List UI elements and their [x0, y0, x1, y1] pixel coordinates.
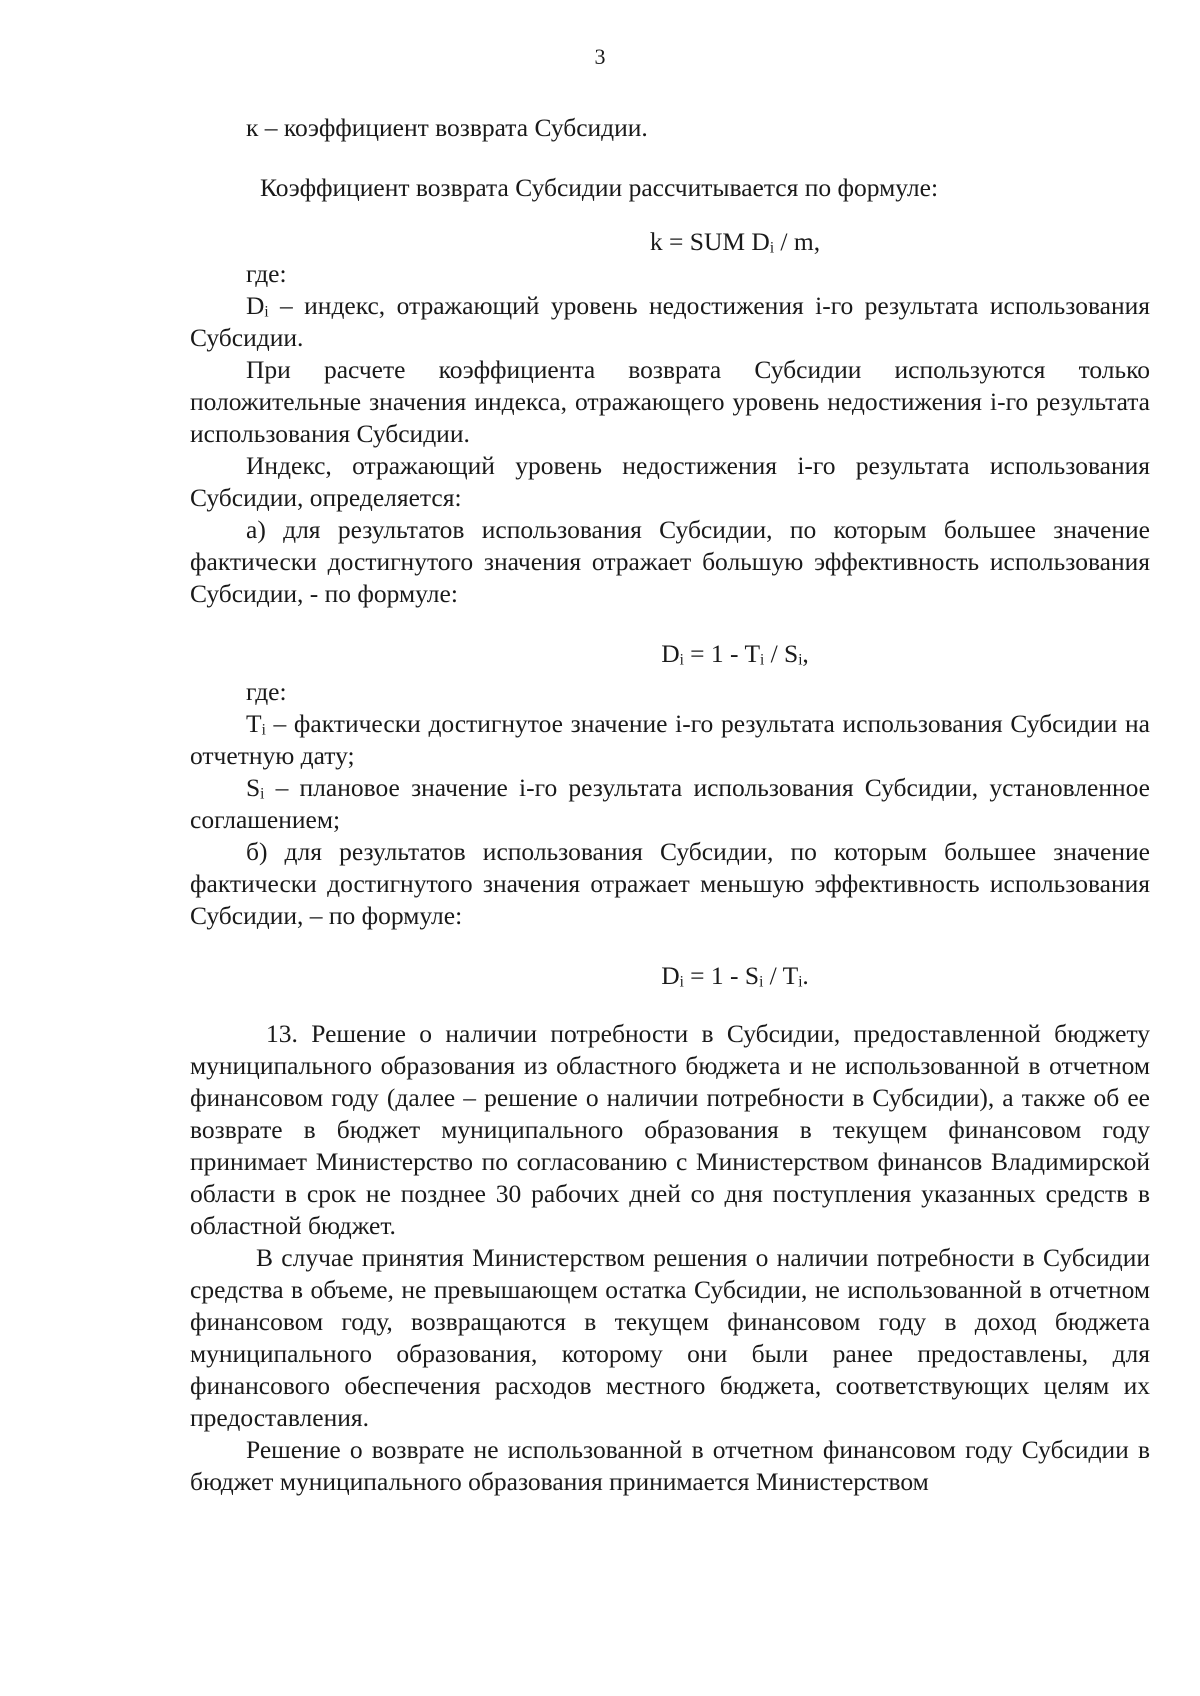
si-definition: Sᵢ – плановое значение i-го результата использования Субсидии, установленное соглашением; — [190, 773, 1150, 834]
where-label-2: где: — [246, 677, 287, 706]
k-definition: к – коэффициент возврата Субсидии. — [246, 113, 648, 142]
clause-13: 13. Решение о наличии потребности в Субсидии, предоставленной бюджету муниципального образования из областного бюджета и не использованной в отчетном финансовом году (далее – решение о наличии потребности в Субсидии), а также об ее возврате в бюджет муниципального образования в текущем финансовом году принимает Министерство по согласованию с Министерством финансов Владимирской области в срок не позднее 30 рабочих дней со дня поступления указанных средств в областной бюджет. — [190, 1019, 1150, 1240]
clause-13-return: Решение о возврате не использованной в отчетном финансовом году Субсидии в бюджет муниципального образования принимается Министерством — [190, 1435, 1150, 1496]
page-number: 3 — [594, 44, 606, 69]
formula-b: Dᵢ = 1 - Sᵢ / Tᵢ. — [661, 961, 809, 990]
ti-definition: Tᵢ – фактически достигнутое значение i-го результата использования Субсидии на отчетную дату; — [190, 709, 1150, 770]
case-b: б) для результатов использования Субсидии, по которым большее значение фактически достигнутого значения отражает меньшую эффективность использования Субсидии, – по формуле: — [190, 837, 1150, 930]
formula-a: Dᵢ = 1 - Tᵢ / Sᵢ, — [661, 639, 809, 668]
clause-13-case: В случае принятия Министерством решения о наличии потребности в Субсидии средства в объеме, не превышающем остатка Субсидии, не использованной в отчетном финансовом году, возвращаются в текущем финансовом году в доход бюджета муниципального образования, которому они были ранее предоставлены, для финансового обеспечения расходов местного бюджета, соответствующих целям их предоставления. — [190, 1243, 1150, 1432]
positive-values-note: При расчете коэффициента возврата Субсидии используются только положительные значения индекса, отражающего уровень недостижения i-го результата использования Субсидии. — [190, 355, 1150, 448]
where-label-1: где: — [246, 259, 287, 288]
index-determined: Индекс, отражающий уровень недостижения i-го результата использования Субсидии, определяется: — [190, 451, 1150, 512]
di-definition: Dᵢ – индекс, отражающий уровень недостижения i-го результата использования Субсидии. — [190, 291, 1150, 352]
case-a: а) для результатов использования Субсидии, по которым большее значение фактически достигнутого значения отражает большую эффективность использования Субсидии, - по формуле: — [190, 515, 1150, 608]
k-formula-intro: Коэффициент возврата Субсидии рассчитывается по формуле: — [260, 173, 939, 202]
document-body — [190, 112, 1150, 1498]
k-formula: k = SUM Dᵢ / m, — [649, 227, 821, 256]
